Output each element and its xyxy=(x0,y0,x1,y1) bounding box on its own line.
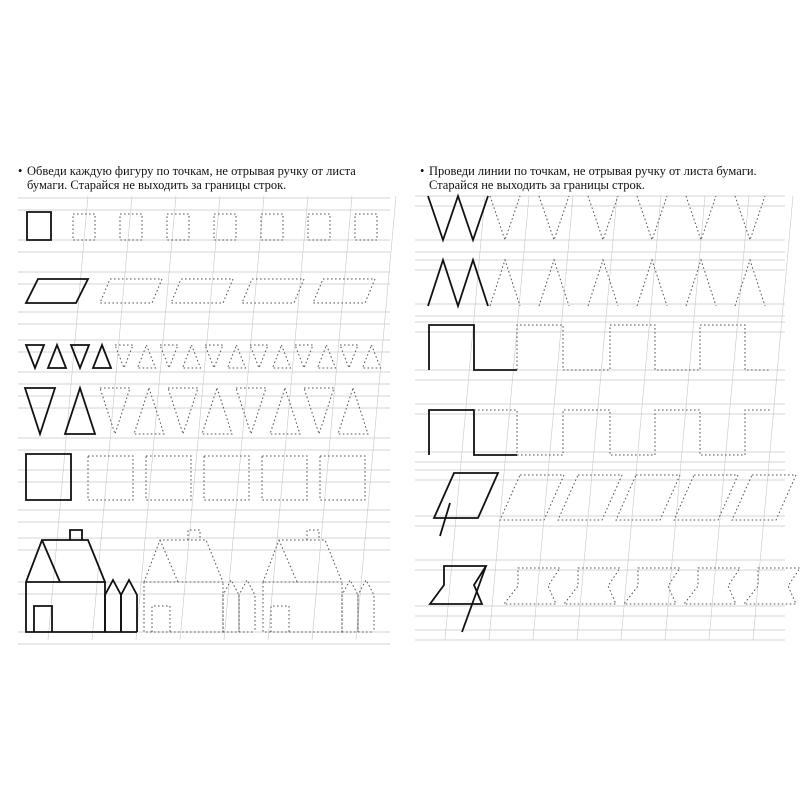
small-triangle-dotted xyxy=(363,345,381,368)
slant-line xyxy=(709,196,749,640)
tower-solid xyxy=(105,580,121,632)
small-triangle-dotted xyxy=(138,345,156,368)
zigzag-solid xyxy=(428,196,488,240)
left-page-shapes xyxy=(25,212,381,632)
house-dotted xyxy=(160,540,178,582)
slant-line xyxy=(356,196,396,640)
right-bullet: • xyxy=(420,164,425,178)
big-square-dotted xyxy=(146,456,191,500)
slant-line xyxy=(180,196,220,640)
square-dotted xyxy=(73,214,95,240)
right-instruction-line2: Старайся не выходить за границы строк. xyxy=(429,178,645,192)
left-instruction-line2: бумаги. Старайся не выходить за границы строк. xyxy=(27,178,287,192)
big-triangle-dotted xyxy=(270,388,300,434)
small-triangle-dotted xyxy=(318,345,336,368)
slant-line xyxy=(268,196,308,640)
house-solid xyxy=(70,530,82,540)
tower-solid xyxy=(121,580,137,632)
house-dotted xyxy=(307,530,319,540)
zigzag-dotted xyxy=(490,260,520,306)
big-triangle-solid xyxy=(25,388,55,434)
small-triangle-dotted xyxy=(250,345,268,368)
parallelogram-dotted xyxy=(242,279,304,303)
small-triangle-dotted xyxy=(183,345,201,368)
zigzag-dotted xyxy=(490,196,520,240)
square-row xyxy=(27,212,377,240)
square-dotted xyxy=(355,214,377,240)
flag-pennant-dotted xyxy=(684,568,740,604)
house-row xyxy=(26,530,374,632)
small-triangle-dotted xyxy=(160,345,178,368)
zigzag-solid xyxy=(428,260,488,306)
zigzag-dotted xyxy=(686,260,716,306)
flag-pennant-dotted xyxy=(744,568,800,604)
flag-parallelogram-dotted xyxy=(616,475,680,520)
big-triangle-dotted xyxy=(338,388,368,434)
small-triangle-dotted xyxy=(273,345,291,368)
meander-dotted xyxy=(474,410,770,455)
small-triangle-dotted xyxy=(205,345,223,368)
parallelogram-dotted xyxy=(171,279,233,303)
small-triangle-dotted xyxy=(295,345,313,368)
big-triangle-dotted xyxy=(168,388,198,434)
parallelogram-dotted xyxy=(100,279,162,303)
small-triangle-solid xyxy=(26,345,44,368)
square-dotted xyxy=(308,214,330,240)
tower-dotted xyxy=(342,580,358,632)
slant-line xyxy=(489,196,529,640)
slant-line xyxy=(445,196,485,640)
house-dotted xyxy=(279,540,297,582)
big-triangle-dotted xyxy=(236,388,266,434)
tower-dotted xyxy=(358,580,374,632)
meander-row-2 xyxy=(429,410,770,455)
left-instruction-line1: Обведи каждую фигуру по точкам, не отрывая ручку от листа xyxy=(27,164,356,178)
slant-line xyxy=(312,196,352,640)
guide-lines xyxy=(18,196,793,644)
big-triangle-row xyxy=(25,388,368,434)
slant-line xyxy=(136,196,176,640)
flag-pole-solid xyxy=(440,503,450,536)
slant-line xyxy=(224,196,264,640)
right-instruction-line1: Проведи линии по точкам, не отрывая ручку от листа бумаги. xyxy=(429,164,757,178)
big-triangle-dotted xyxy=(134,388,164,434)
house-dotted xyxy=(271,606,289,632)
flag-row-2 xyxy=(430,566,800,632)
flag-pennant-dotted xyxy=(564,568,620,604)
zigzag-dotted xyxy=(588,260,618,306)
slant-line xyxy=(753,196,793,640)
slant-line xyxy=(533,196,573,640)
house-dotted xyxy=(152,606,170,632)
square-dotted xyxy=(167,214,189,240)
flag-pole-solid xyxy=(462,566,486,632)
zigzag-dotted xyxy=(637,196,667,240)
big-square-row xyxy=(26,454,365,500)
left-bullet: • xyxy=(18,164,23,178)
parallelogram-row xyxy=(26,279,375,303)
zigzag-dotted xyxy=(539,260,569,306)
flag-parallelogram-dotted xyxy=(732,475,796,520)
house-solid xyxy=(26,540,105,582)
small-triangle-row xyxy=(26,345,381,368)
house-dotted xyxy=(144,582,223,632)
house-dotted xyxy=(263,582,342,632)
parallelogram-solid xyxy=(26,279,88,303)
square-dotted xyxy=(120,214,142,240)
big-triangle-dotted xyxy=(100,388,130,434)
big-square-dotted xyxy=(262,456,307,500)
slant-line xyxy=(577,196,617,640)
slant-line xyxy=(48,196,88,640)
flag-pennant-solid xyxy=(430,566,486,604)
big-triangle-dotted xyxy=(304,388,334,434)
small-triangle-dotted xyxy=(228,345,246,368)
zigzag-row-1 xyxy=(428,196,765,240)
big-square-dotted xyxy=(88,456,133,500)
small-triangle-solid xyxy=(93,345,111,368)
small-triangle-solid xyxy=(48,345,66,368)
zigzag-dotted xyxy=(539,196,569,240)
big-square-dotted xyxy=(204,456,249,500)
flag-pennant-dotted xyxy=(624,568,680,604)
flag-parallelogram-dotted xyxy=(674,475,738,520)
house-dotted xyxy=(144,540,223,582)
flag-pennant-dotted xyxy=(504,568,560,604)
slant-line xyxy=(92,196,132,640)
square-dotted xyxy=(261,214,283,240)
tower-dotted xyxy=(239,580,255,632)
zigzag-dotted xyxy=(686,196,716,240)
zigzag-dotted xyxy=(735,196,765,240)
house-solid xyxy=(42,540,60,582)
flag-row-1 xyxy=(434,473,796,536)
square-solid xyxy=(27,212,51,240)
meander-solid xyxy=(429,410,517,455)
small-triangle-dotted xyxy=(340,345,358,368)
slant-line xyxy=(665,196,705,640)
big-triangle-solid xyxy=(65,388,95,434)
big-triangle-dotted xyxy=(202,388,232,434)
flag-parallelogram-dotted xyxy=(500,475,564,520)
